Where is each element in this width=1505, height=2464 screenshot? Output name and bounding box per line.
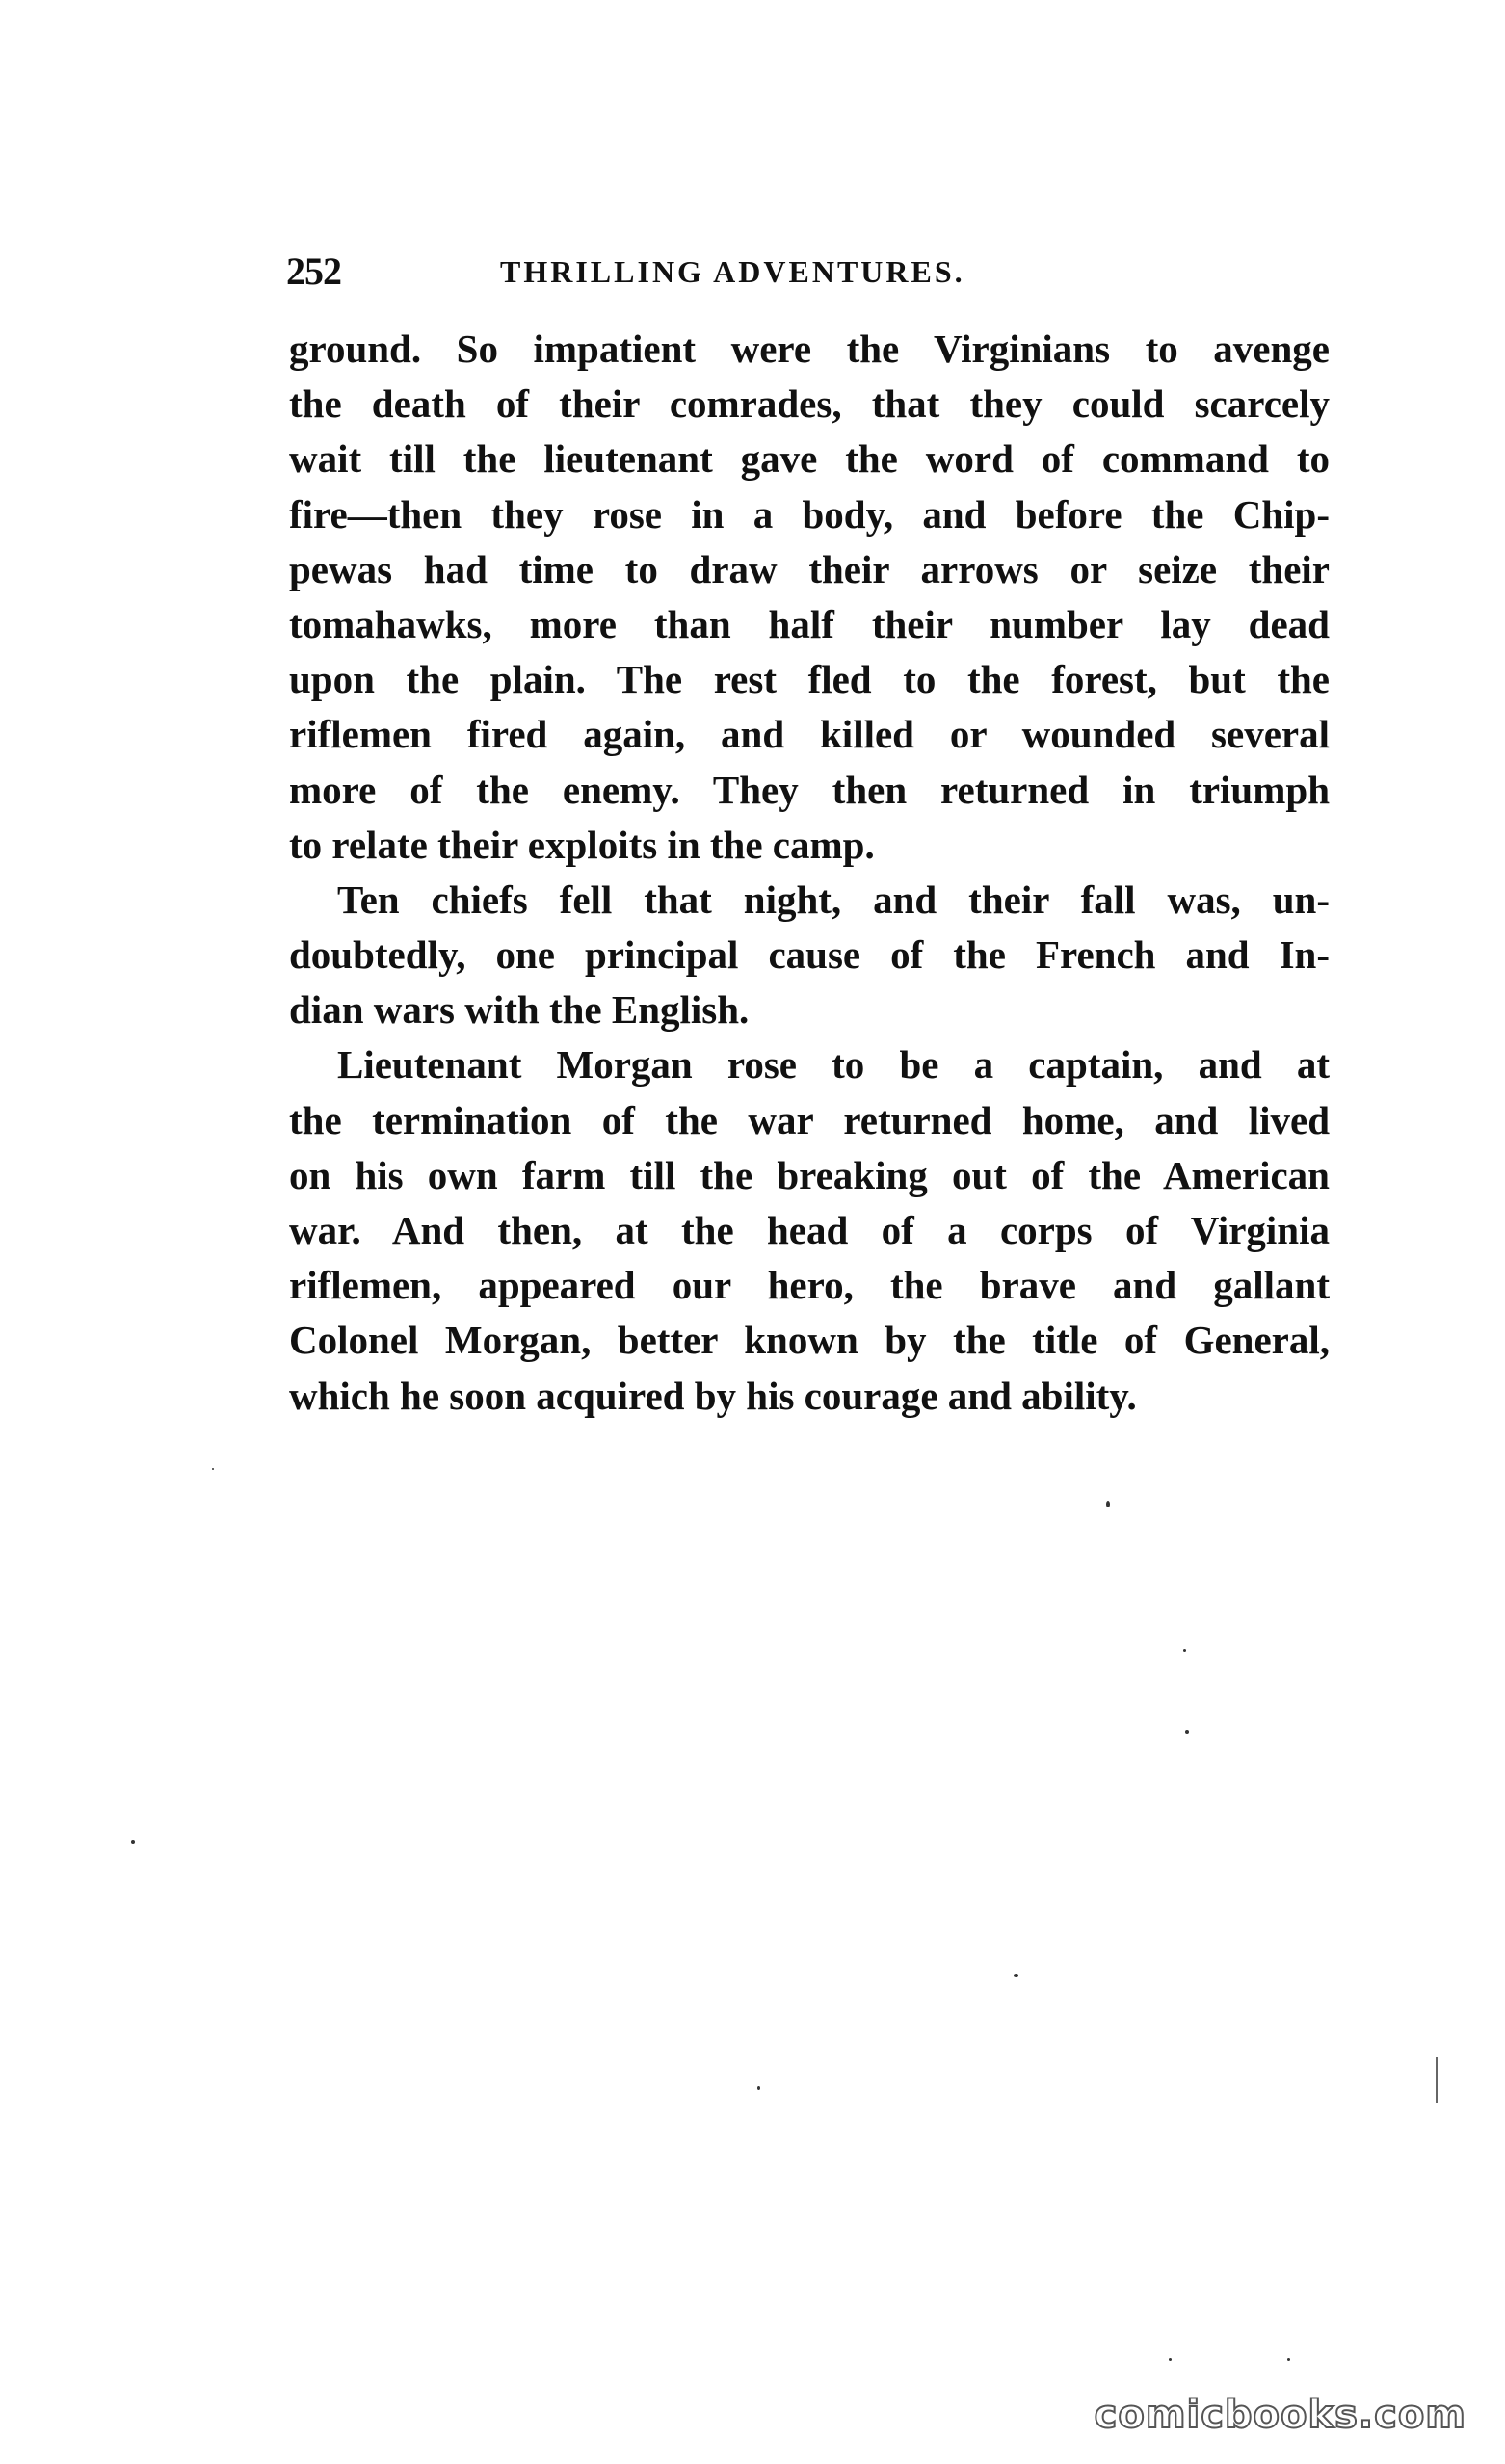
paragraph-2: [289, 873, 1330, 1038]
scan-speck: [1185, 1730, 1189, 1734]
text-line: Colonel Morgan, better known by the title of General,: [289, 1318, 1330, 1363]
scan-speck: [1287, 2358, 1290, 2361]
text-line: tomahawks, more than half their number lay dead: [289, 601, 1330, 646]
text-line: Lieutenant Morgan rose to be a captain, and at: [337, 1042, 1330, 1088]
text-line: Ten chiefs fell that night, and their fall was, un-: [337, 877, 1330, 922]
paragraph-3: [289, 1037, 1330, 1423]
text-line: fire—then they rose in a body, and before the Chip-: [289, 491, 1330, 537]
scan-speck: [1183, 1649, 1186, 1652]
scan-speck: [212, 1468, 214, 1470]
running-head: THRILLING ADVENTURES.: [500, 254, 965, 289]
page-header: [286, 249, 1332, 306]
text-line: riflemen fired again, and killed or wounded several: [289, 712, 1330, 757]
text-line: riflemen, appeared our hero, the brave and gallant: [289, 1263, 1330, 1308]
text-line: ground. So impatient were the Virginians to avenge: [289, 327, 1330, 371]
body-text: [289, 322, 1330, 1424]
watermark: comicbooks.com: [1094, 2393, 1466, 2437]
text-line: dian wars with the English.: [289, 987, 750, 1033]
scan-speck: [757, 2086, 760, 2090]
scan-speck: [1106, 1501, 1110, 1507]
text-line: pewas had time to draw their arrows or seize their: [289, 546, 1330, 591]
text-line: the death of their comrades, that they could scarcely: [289, 381, 1330, 427]
scan-edge-mark: [1436, 2057, 1438, 2103]
page-number: 252: [286, 249, 341, 293]
text-line: upon the plain. The rest fled to the forest, but the: [289, 657, 1330, 702]
text-line: to relate their exploits in the camp.: [289, 822, 875, 867]
text-line: war. And then, at the head of a corps of Virginia: [289, 1208, 1330, 1252]
text-line: on his own farm till the breaking out of the American: [289, 1152, 1330, 1197]
text-line: more of the enemy. They then returned in triumph: [289, 767, 1330, 812]
text-line: the termination of the war returned home, and lived: [289, 1097, 1330, 1142]
scan-speck: [131, 1840, 135, 1844]
paragraph-1: [289, 322, 1330, 873]
text-line: doubtedly, one principal cause of the French and In-: [289, 932, 1330, 978]
scan-speck: [1014, 1974, 1018, 1977]
text-line: which he soon acquired by his courage and ability.: [289, 1373, 1137, 1418]
text-line: wait till the lieutenant gave the word of command to: [289, 436, 1330, 482]
scan-speck: [1169, 2358, 1172, 2361]
